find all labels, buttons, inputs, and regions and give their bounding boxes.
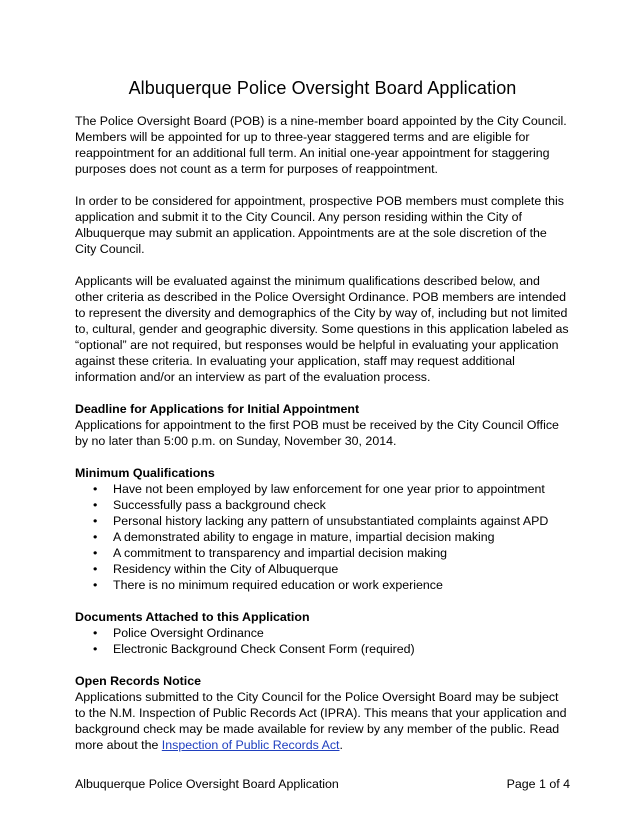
qualifications-list [75,481,570,593]
list-item: • Electronic Background Check Consent Form (required) [113,641,570,657]
documents-heading: Documents Attached to this Application [75,610,310,624]
qualifications-heading: Minimum Qualifications [75,466,215,480]
records-heading: Open Records Notice [75,674,201,688]
intro-paragraph-pob: The Police Oversight Board (POB) is a nine-member board appointed by the City Council. Members will be appointed for up to three-year staggered terms and are eligible for reappointment for an additional full term. An initial one-year appointment for staggering purposes does not count as a term for purposes of reappointment. [75,114,567,176]
list-item: • Personal history lacking any pattern of unsubstantiated complaints against APD [113,513,570,529]
document-body [75,113,570,769]
list-item: • There is no minimum required education or work experience [113,577,570,593]
records-text-end: . [339,738,343,752]
list-item: • A demonstrated ability to engage in mature, impartial decision making [113,529,570,545]
footer-title: Albuquerque Police Oversight Board Application [75,777,339,791]
list-item: • A commitment to transparency and impartial decision making [113,545,570,561]
intro-paragraph-evaluation: Applicants will be evaluated against the minimum qualifications described below, and other criteria as described in the Police Oversight Ordinance. POB members are intended to represent the diversity and demographics of the City by way of, including but not limited to, cultural, gender and geographic diversity. Some questions in this application labeled as “optional” are not required, but responses would be helpful in evaluating your application against these criteria. In evaluating your application, staff may request additional information and/or an interview as part of the evaluation process. [75,274,569,384]
list-item: • Police Oversight Ordinance [113,625,570,641]
deadline-text: Applications for appointment to the first POB must be received by the City Council Office by no later than 5:00 p.m. on Sunday, November 30, 2014. [75,418,559,448]
ipra-link[interactable]: Inspection of Public Records Act [161,738,340,752]
list-item: • Successfully pass a background check [113,497,570,513]
page-number: Page 1 of 4 [506,777,570,791]
records-notice [75,689,570,753]
list-item: • Have not been employed by law enforcement for one year prior to appointment [113,481,570,497]
list-item: • Residency within the City of Albuquerque [113,561,570,577]
records-text: Applications submitted to the City Council for the Police Oversight Board may be subject to the N.M. Inspection of Public Records Act (IPRA). This means that your application and background check may be made available for review by any member of the public. Read more about the [75,690,567,752]
intro-paragraph-eligibility: In order to be considered for appointment, prospective POB members must complete this application and submit it to the City Council. Any person residing within the City of Albuquerque may submit an application. Appointments are at the sole discretion of the City Council. [75,194,564,256]
page-footer [75,776,570,792]
documents-list [75,625,570,657]
deadline-heading: Deadline for Applications for Initial Appointment [75,402,360,416]
page-title: Albuquerque Police Oversight Board Application [128,78,517,98]
